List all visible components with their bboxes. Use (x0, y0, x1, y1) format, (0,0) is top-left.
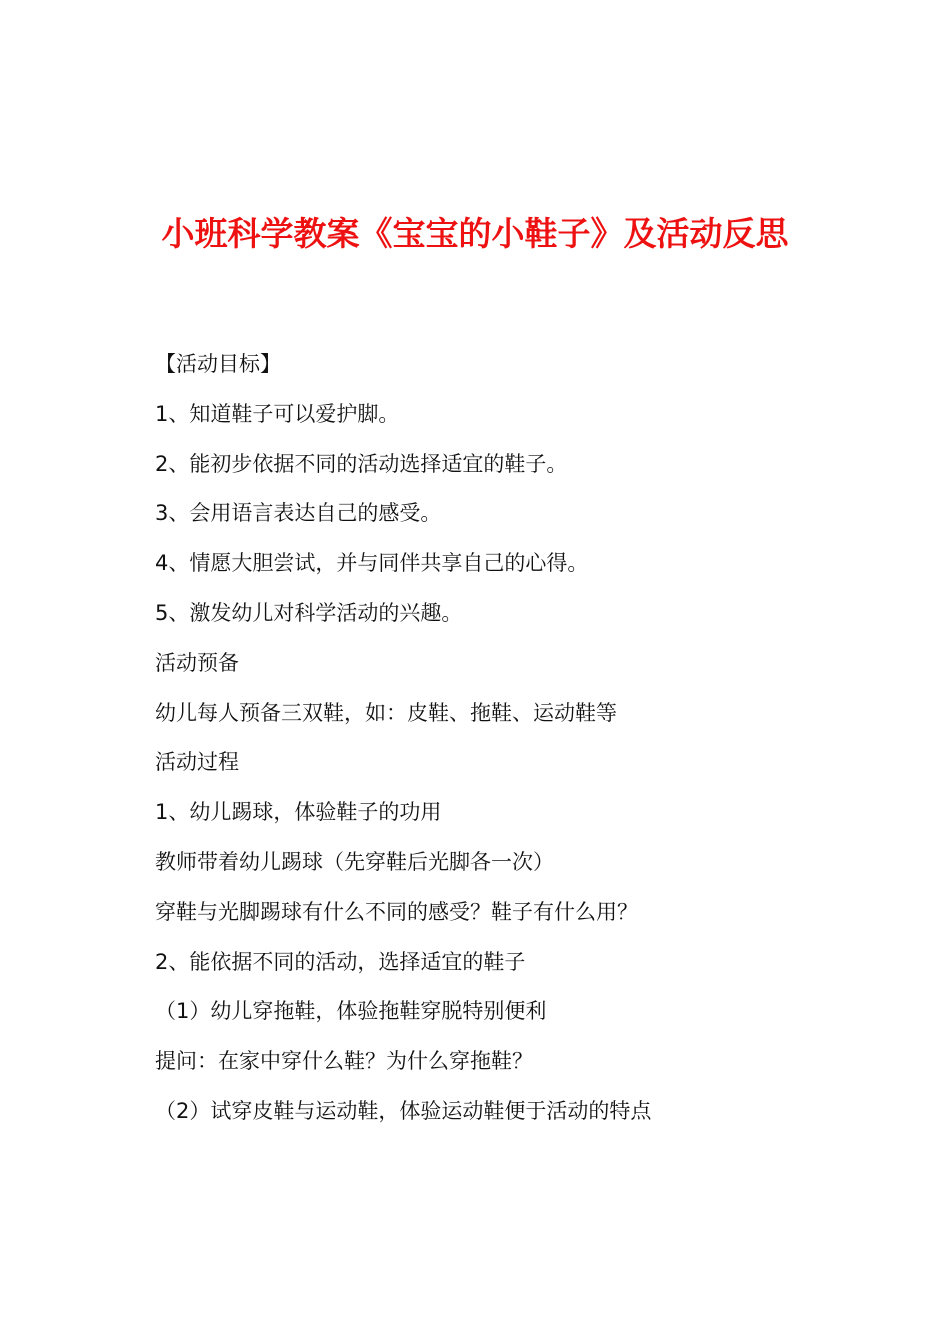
paragraph-line: 2、能初步依据不同的活动选择适宜的鞋子。 (155, 451, 568, 476)
section-heading-objectives: 【活动目标】 (155, 352, 281, 376)
paragraph-line: 教师带着幼儿踢球（先穿鞋后光脚各一次） (155, 849, 554, 874)
paragraph-line: 3、会用语言表达自己的感受。 (155, 501, 442, 526)
document-title: 小班科学教案《宝宝的小鞋子》及活动反思 (161, 214, 789, 253)
paragraph-line: 穿鞋与光脚踢球有什么不同的感受？鞋子有什么用？ (155, 899, 638, 924)
document-body (155, 340, 855, 1137)
paragraph-line: 幼儿每人预备三双鞋，如：皮鞋、拖鞋、运动鞋等 (155, 700, 617, 725)
paragraph-line: 提问：在家中穿什么鞋？为什么穿拖鞋？ (155, 1049, 533, 1074)
paragraph-line: （2）试穿皮鞋与运动鞋，体验运动鞋便于活动的特点 (155, 1098, 652, 1123)
paragraph-line: 1、幼儿踢球，体验鞋子的功用 (155, 800, 442, 825)
section-heading-preparation: 活动预备 (155, 650, 239, 675)
paragraph-line: 5、激发幼儿对科学活动的兴趣。 (155, 600, 463, 625)
paragraph-line: 1、知道鞋子可以爱护脚。 (155, 401, 400, 426)
paragraph-line: 2、能依据不同的活动，选择适宜的鞋子 (155, 949, 526, 974)
paragraph-line: 4、情愿大胆尝试，并与同伴共享自己的心得。 (155, 551, 589, 576)
section-heading-process: 活动过程 (155, 750, 239, 775)
paragraph-line: （1）幼儿穿拖鞋，体验拖鞋穿脱特别便利 (155, 999, 547, 1024)
